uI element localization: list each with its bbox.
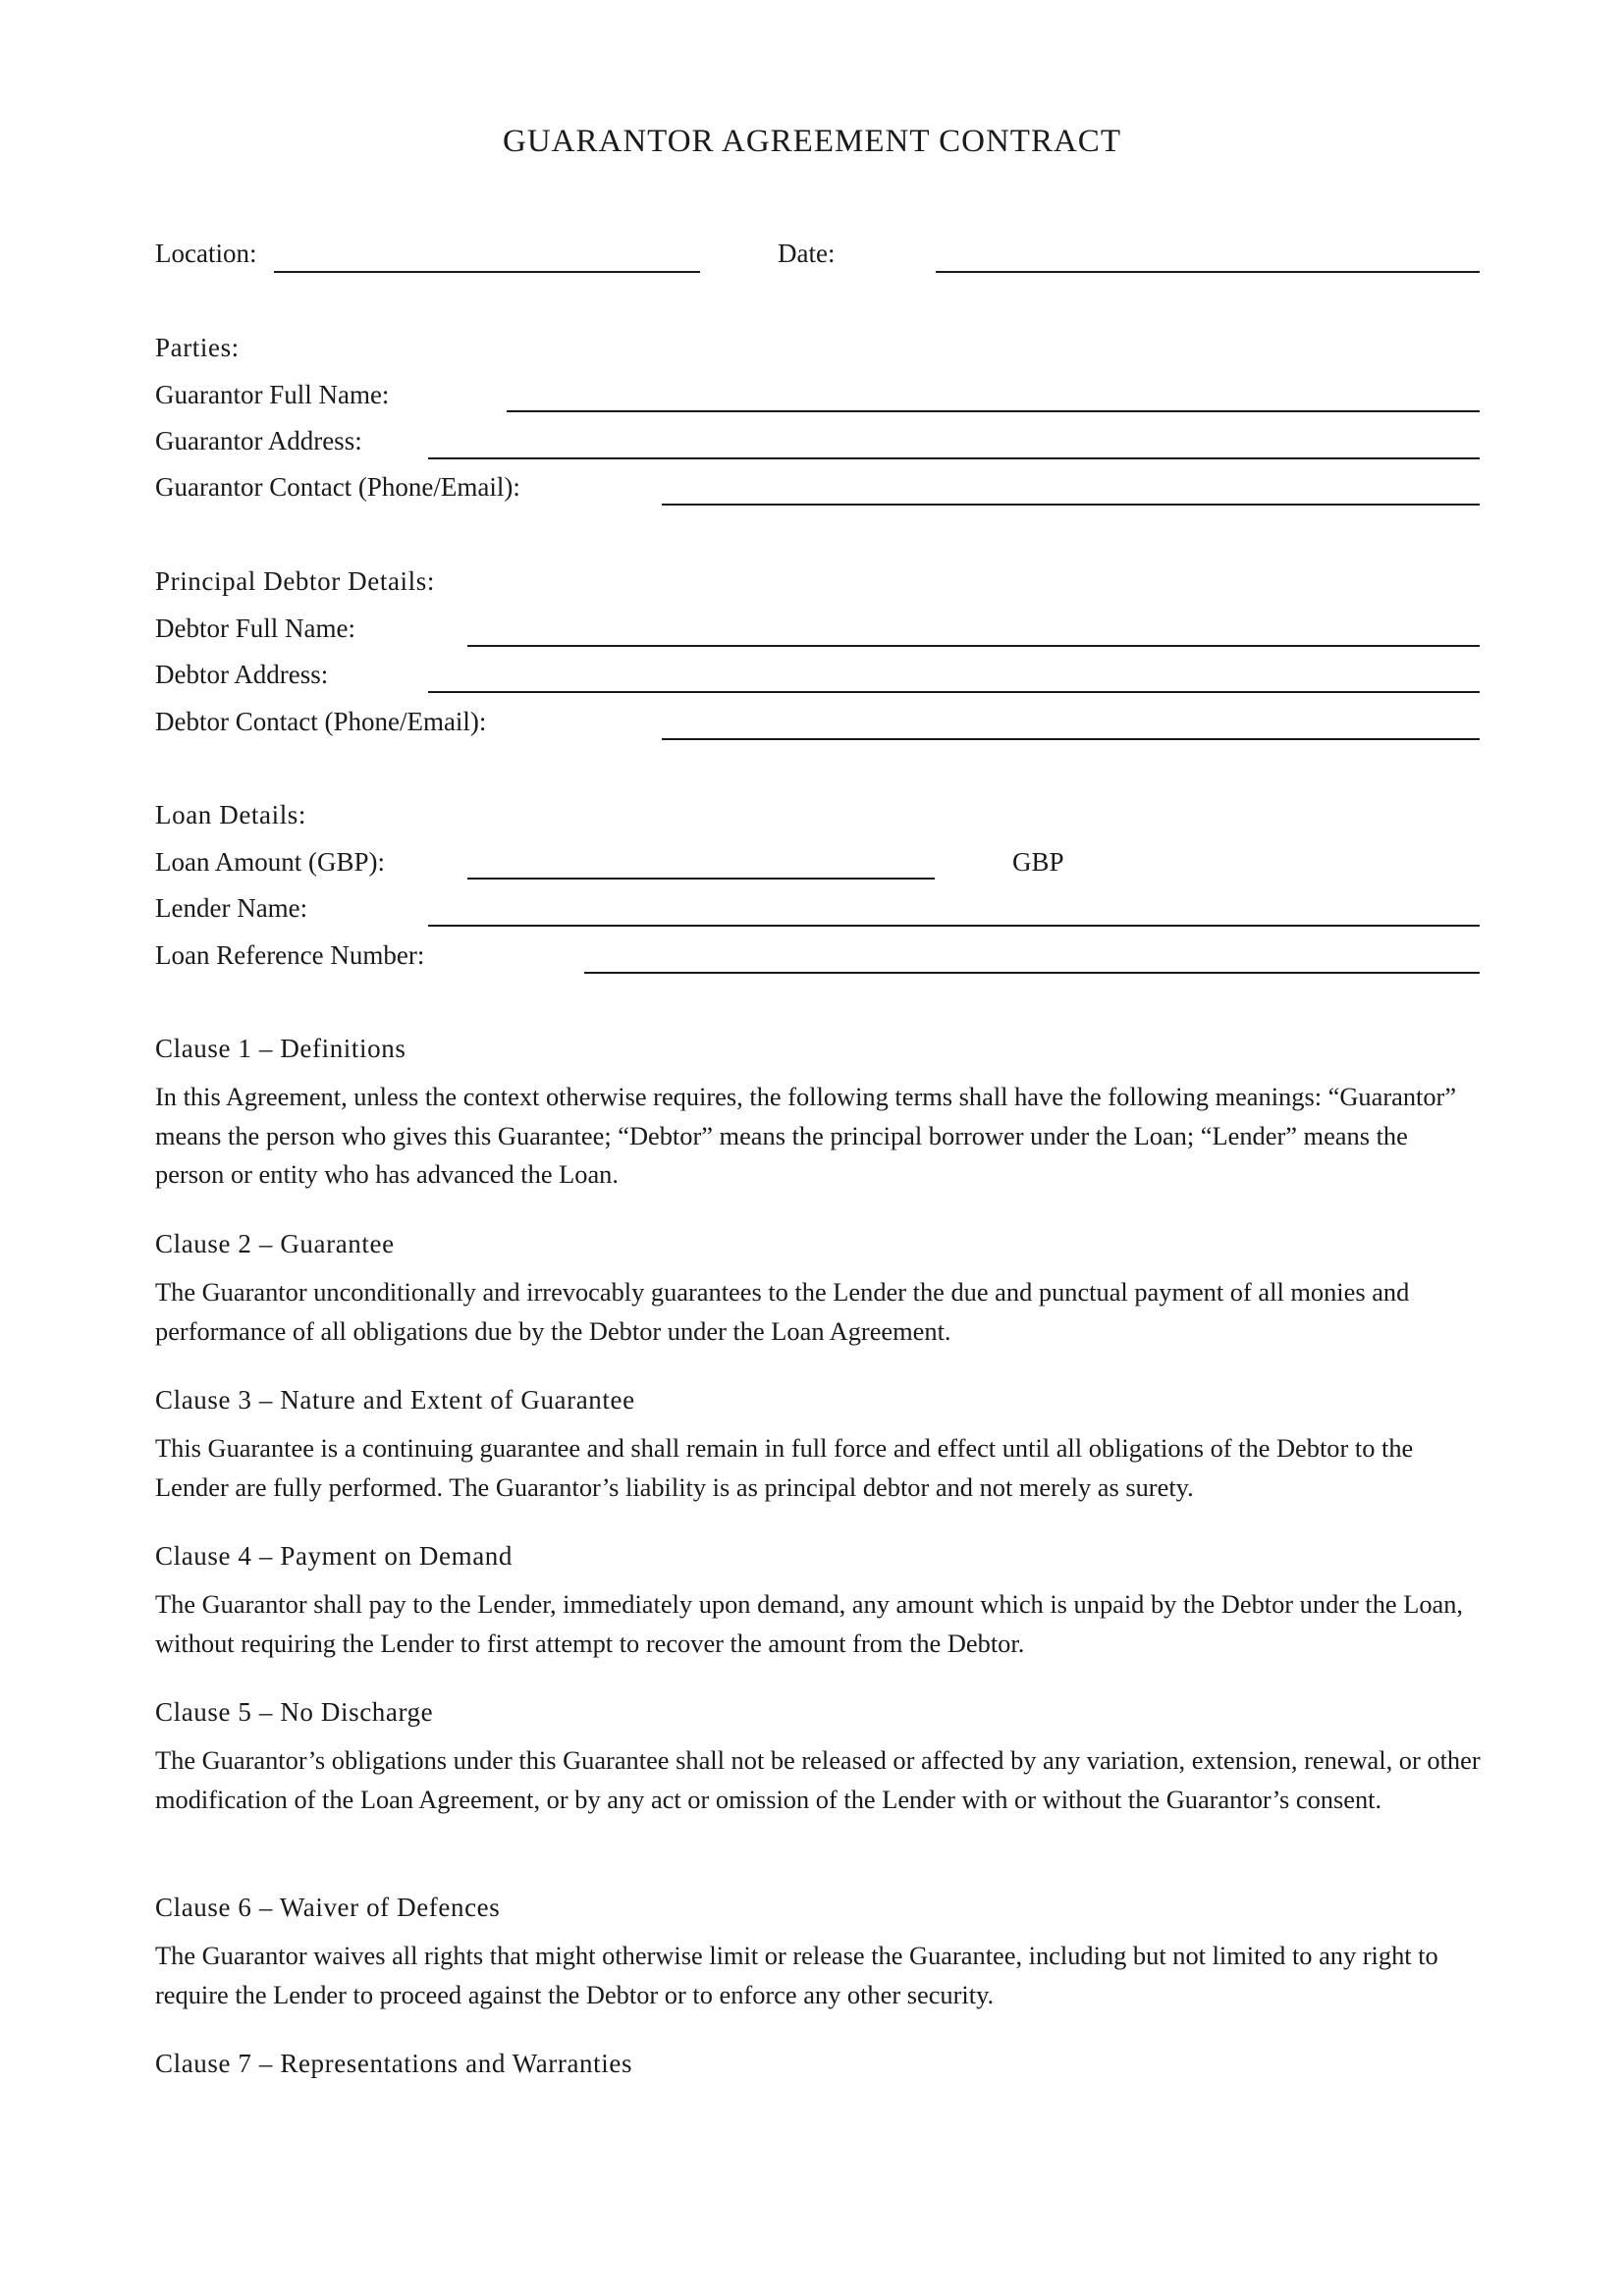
- clause-6-body: The Guarantor waives all rights that might otherwise limit or release the Guarantee, including but not limited to any right to require the Lender to proceed against the Debtor or to enforce any other security.: [155, 1941, 1438, 2009]
- clause-2-body: The Guarantor unconditionally and irrevocably guarantees to the Lender the due and punctual payment of all monies and performance of all obligations due by the Debtor under the Loan Agreement.: [155, 1277, 1410, 1346]
- location-line[interactable]: [274, 271, 700, 273]
- document-title: GUARANTOR AGREEMENT CONTRACT: [503, 124, 1121, 159]
- parties-heading: Parties:: [155, 333, 240, 362]
- clause-4-heading: Clause 4 – Payment on Demand: [155, 1541, 513, 1571]
- debtor-address-line[interactable]: [428, 691, 1480, 693]
- debtor-address-label: Debtor Address:: [155, 660, 329, 689]
- currency-label: GBP: [1012, 847, 1064, 877]
- guarantor-name-label: Guarantor Full Name:: [155, 380, 390, 409]
- date-line[interactable]: [936, 271, 1480, 273]
- clause-1-body: In this Agreement, unless the context otherwise requires, the following terms shall have the following meanings: “Guarantor” means the person who gives this Guarantee; “Debtor” means the principal borrower under the Loan; “Lender” means the person or entity who has advanced the Loan.: [155, 1082, 1457, 1189]
- guarantor-name-line[interactable]: [507, 410, 1480, 412]
- clause-5-body: The Guarantor’s obligations under this Guarantee shall not be released or affected by any variation, extension, renewal, or other modification of the Loan Agreement, or by any act or omission of the Lender with or without the Guarantor’s consent.: [155, 1745, 1481, 1814]
- date-label: Date:: [778, 239, 836, 268]
- location-label: Location:: [155, 239, 257, 268]
- clause-6-heading: Clause 6 – Waiver of Defences: [155, 1893, 501, 1922]
- clause-7-heading: Clause 7 – Representations and Warranties: [155, 2049, 633, 2078]
- debtor-name-label: Debtor Full Name:: [155, 614, 355, 643]
- guarantor-contact-label: Guarantor Contact (Phone/Email):: [155, 472, 520, 502]
- clause-2-heading: Clause 2 – Guarantee: [155, 1229, 395, 1258]
- debtor-name-line[interactable]: [467, 645, 1480, 647]
- loan-reference-line[interactable]: [584, 972, 1480, 974]
- guarantor-address-line[interactable]: [428, 457, 1480, 459]
- loan-amount-line[interactable]: [467, 878, 935, 880]
- guarantor-address-label: Guarantor Address:: [155, 426, 362, 455]
- loan-heading: Loan Details:: [155, 800, 307, 829]
- clause-5-heading: Clause 5 – No Discharge: [155, 1697, 434, 1727]
- lender-name-line[interactable]: [428, 925, 1480, 927]
- clause-1-heading: Clause 1 – Definitions: [155, 1034, 406, 1063]
- clause-3-heading: Clause 3 – Nature and Extent of Guarantee: [155, 1385, 635, 1415]
- lender-name-label: Lender Name:: [155, 893, 308, 923]
- guarantor-contact-line[interactable]: [662, 504, 1480, 506]
- clause-3-body: This Guarantee is a continuing guarantee and shall remain in full force and effect until all obligations of the Debtor to the Lender are fully performed. The Guarantor’s liability is as principal debtor and not merely as surety.: [155, 1433, 1414, 1502]
- debtor-contact-line[interactable]: [662, 738, 1480, 740]
- debtor-heading: Principal Debtor Details:: [155, 566, 435, 596]
- debtor-contact-label: Debtor Contact (Phone/Email):: [155, 707, 487, 736]
- clause-4-body: The Guarantor shall pay to the Lender, immediately upon demand, any amount which is unpaid by the Debtor under the Loan, without requiring the Lender to first attempt to recover the amount from the Debtor.: [155, 1589, 1464, 1658]
- loan-amount-label: Loan Amount (GBP):: [155, 847, 385, 877]
- loan-reference-label: Loan Reference Number:: [155, 940, 425, 970]
